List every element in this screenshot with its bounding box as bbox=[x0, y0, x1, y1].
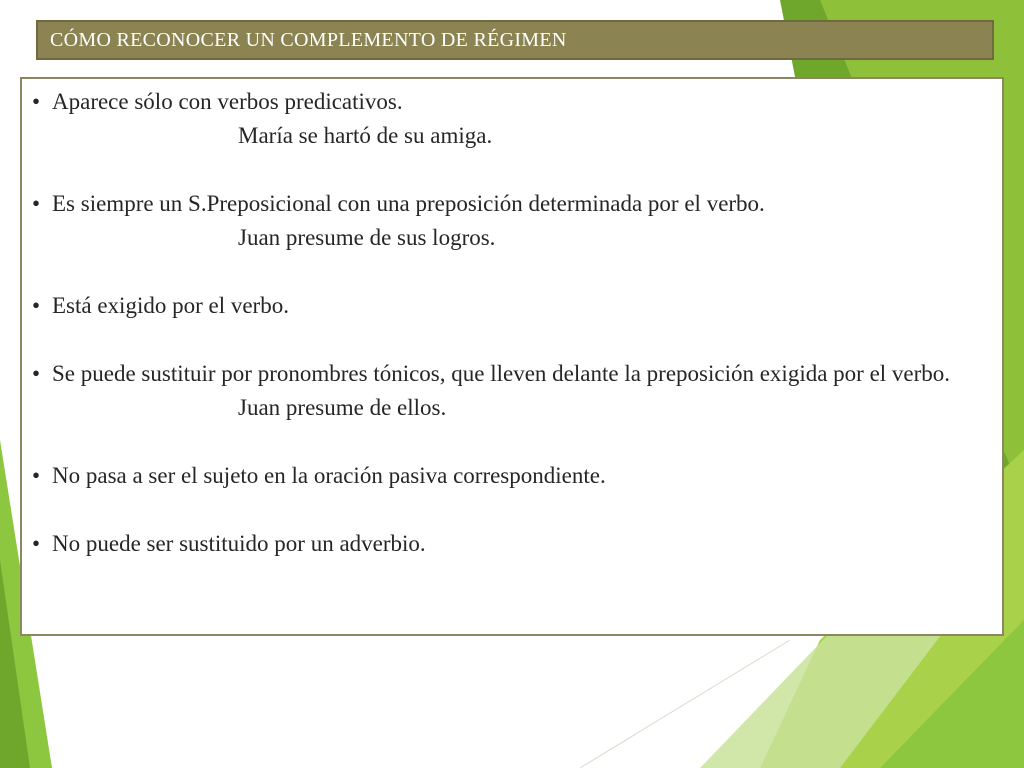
example-sentence: Juan presume de ellos. bbox=[238, 395, 447, 420]
bullet-list bbox=[28, 85, 988, 561]
bullet-icon: • bbox=[32, 293, 41, 318]
list-item bbox=[28, 187, 988, 255]
bullet-text: No pasa a ser el sujeto en la oración pasiva correspondiente. bbox=[52, 463, 606, 488]
bullet-text: Aparece sólo con verbos predicativos. bbox=[52, 89, 403, 114]
bullet-text: Se puede sustituir por pronombres tónicos, que lleven delante la preposición exigida por el verbo. bbox=[52, 361, 951, 386]
bullet-text: No puede ser sustituido por un adverbio. bbox=[52, 531, 426, 556]
slide-title: CÓMO RECONOCER UN COMPLEMENTO DE RÉGIMEN bbox=[50, 28, 567, 51]
bullet-text: Es siempre un S.Preposicional con una preposición determinada por el verbo. bbox=[52, 191, 765, 216]
bullet-icon: • bbox=[32, 463, 41, 488]
example-sentence: Juan presume de sus logros. bbox=[238, 225, 496, 250]
list-item bbox=[28, 289, 988, 323]
bullet-icon: • bbox=[32, 531, 41, 556]
bullet-icon: • bbox=[32, 361, 41, 386]
bullet-icon: • bbox=[32, 89, 41, 114]
bullet-text: Está exigido por el verbo. bbox=[52, 293, 289, 318]
list-item bbox=[28, 357, 988, 425]
content-box bbox=[20, 77, 1004, 636]
example-sentence: María se hartó de su amiga. bbox=[238, 123, 493, 148]
bullet-icon: • bbox=[32, 191, 41, 216]
title-bar bbox=[36, 20, 994, 60]
list-item bbox=[28, 459, 988, 493]
list-item bbox=[28, 527, 988, 561]
list-item bbox=[28, 85, 988, 153]
